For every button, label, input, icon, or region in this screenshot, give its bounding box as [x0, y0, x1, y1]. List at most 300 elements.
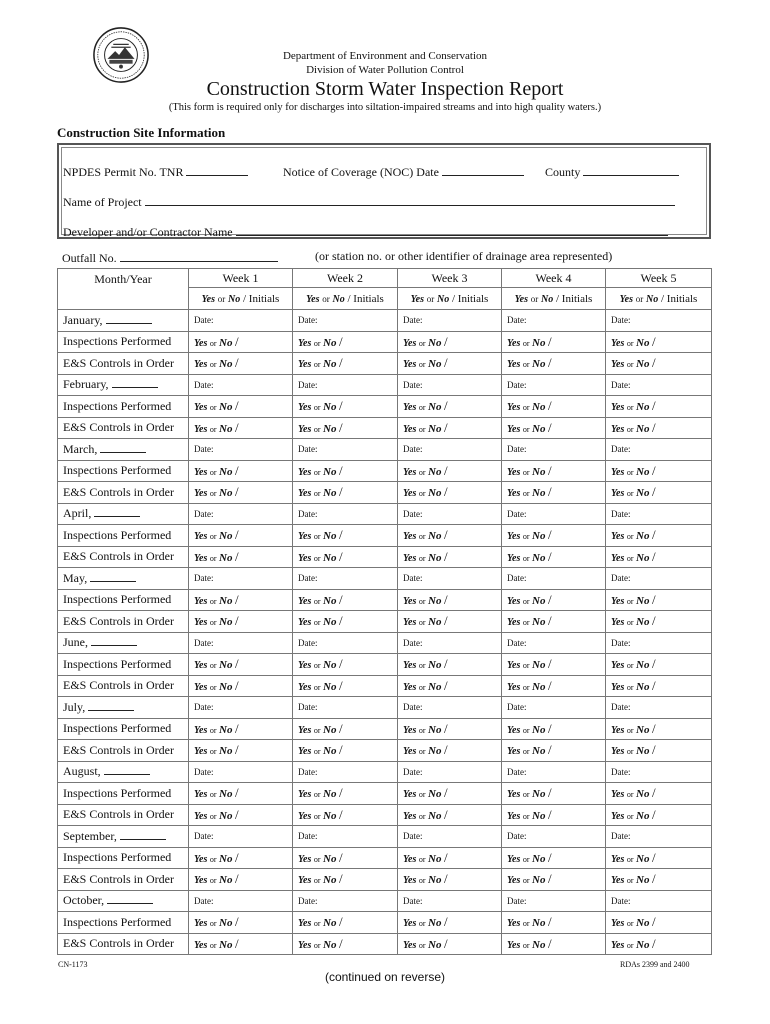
yes-no-cell[interactable] [502, 546, 606, 568]
no-option[interactable]: No [428, 680, 442, 693]
yes-no-cell[interactable] [189, 675, 293, 697]
no-option[interactable]: No [219, 401, 233, 414]
yes-option[interactable]: Yes [507, 681, 521, 693]
yes-option[interactable]: Yes [403, 789, 417, 801]
no-option[interactable]: No [636, 358, 650, 371]
yes-no-cell[interactable] [502, 589, 606, 611]
date-cell[interactable] [189, 503, 293, 525]
no-option[interactable]: No [428, 723, 442, 736]
yes-option[interactable]: Yes [611, 660, 625, 672]
yes-option[interactable]: Yes [403, 660, 417, 672]
yes-option[interactable]: Yes [507, 423, 521, 435]
yes-option[interactable]: Yes [194, 466, 208, 478]
yes-no-cell[interactable] [293, 933, 398, 955]
yes-option[interactable]: Yes [194, 488, 208, 500]
yes-option[interactable]: Yes [611, 337, 625, 349]
date-cell[interactable] [606, 890, 712, 912]
no-option[interactable]: No [323, 938, 337, 951]
yes-option[interactable]: Yes [194, 660, 208, 672]
date-cell[interactable] [502, 632, 606, 654]
yes-no-cell[interactable] [189, 396, 293, 418]
yes-no-cell[interactable] [606, 396, 712, 418]
date-cell[interactable] [189, 697, 293, 719]
date-cell[interactable] [502, 310, 606, 332]
no-option[interactable]: No [636, 551, 650, 564]
no-option[interactable]: No [532, 874, 546, 887]
no-option[interactable]: No [428, 422, 442, 435]
no-option[interactable]: No [323, 723, 337, 736]
yes-no-cell[interactable] [502, 353, 606, 375]
month-cell[interactable] [58, 632, 189, 654]
yes-option[interactable]: Yes [611, 488, 625, 500]
no-option[interactable]: No [532, 594, 546, 607]
yes-no-cell[interactable] [398, 331, 502, 353]
no-option[interactable]: No [219, 745, 233, 758]
no-option[interactable]: No [219, 723, 233, 736]
yes-option[interactable]: Yes [611, 595, 625, 607]
yes-option[interactable]: Yes [507, 853, 521, 865]
no-option[interactable]: No [532, 551, 546, 564]
yes-no-cell[interactable] [398, 847, 502, 869]
yes-no-cell[interactable] [293, 331, 398, 353]
no-option[interactable]: No [428, 874, 442, 887]
yes-option[interactable]: Yes [194, 853, 208, 865]
date-cell[interactable] [189, 439, 293, 461]
yes-no-cell[interactable] [189, 654, 293, 676]
yes-option[interactable]: Yes [194, 531, 208, 543]
date-cell[interactable] [398, 374, 502, 396]
yes-no-cell[interactable] [606, 783, 712, 805]
no-option[interactable]: No [428, 809, 442, 822]
date-cell[interactable] [502, 697, 606, 719]
yes-option[interactable]: Yes [298, 595, 312, 607]
yes-no-cell[interactable] [189, 482, 293, 504]
date-cell[interactable] [293, 632, 398, 654]
yes-option[interactable]: Yes [194, 359, 208, 371]
yes-option[interactable]: Yes [403, 402, 417, 414]
no-option[interactable]: No [636, 874, 650, 887]
yes-option[interactable]: Yes [298, 681, 312, 693]
yes-no-cell[interactable] [606, 912, 712, 934]
date-cell[interactable] [293, 374, 398, 396]
no-option[interactable]: No [636, 680, 650, 693]
yes-option[interactable]: Yes [611, 810, 625, 822]
yes-option[interactable]: Yes [403, 681, 417, 693]
no-option[interactable]: No [219, 358, 233, 371]
yes-option[interactable]: Yes [611, 423, 625, 435]
outfall-field[interactable] [62, 249, 278, 266]
yes-no-cell[interactable] [606, 482, 712, 504]
developer-field[interactable] [63, 223, 668, 240]
yes-option[interactable]: Yes [194, 681, 208, 693]
no-option[interactable]: No [428, 616, 442, 629]
yes-option[interactable]: Yes [403, 466, 417, 478]
yes-option[interactable]: Yes [298, 466, 312, 478]
yes-no-cell[interactable] [189, 417, 293, 439]
no-option[interactable]: No [323, 788, 337, 801]
yes-option[interactable]: Yes [403, 810, 417, 822]
yes-no-cell[interactable] [189, 525, 293, 547]
yes-option[interactable]: Yes [194, 939, 208, 951]
yes-option[interactable]: Yes [298, 939, 312, 951]
yes-no-cell[interactable] [398, 933, 502, 955]
no-option[interactable]: No [428, 745, 442, 758]
yes-no-cell[interactable] [398, 482, 502, 504]
yes-no-cell[interactable] [606, 546, 712, 568]
yes-no-cell[interactable] [293, 417, 398, 439]
yes-option[interactable]: Yes [507, 337, 521, 349]
yes-no-cell[interactable] [293, 675, 398, 697]
yes-no-cell[interactable] [606, 869, 712, 891]
no-option[interactable]: No [428, 401, 442, 414]
yes-option[interactable]: Yes [298, 531, 312, 543]
date-cell[interactable] [398, 890, 502, 912]
no-option[interactable]: No [323, 745, 337, 758]
no-option[interactable]: No [532, 723, 546, 736]
yes-no-cell[interactable] [502, 611, 606, 633]
no-option[interactable]: No [428, 487, 442, 500]
date-cell[interactable] [606, 568, 712, 590]
no-option[interactable]: No [219, 852, 233, 865]
date-cell[interactable] [189, 310, 293, 332]
yes-no-cell[interactable] [606, 589, 712, 611]
date-cell[interactable] [293, 310, 398, 332]
yes-no-cell[interactable] [606, 460, 712, 482]
year-blank[interactable] [90, 571, 136, 582]
yes-option[interactable]: Yes [298, 359, 312, 371]
yes-no-cell[interactable] [189, 718, 293, 740]
yes-option[interactable]: Yes [298, 789, 312, 801]
yes-option[interactable]: Yes [611, 466, 625, 478]
yes-option[interactable]: Yes [298, 337, 312, 349]
no-option[interactable]: No [323, 917, 337, 930]
date-cell[interactable] [502, 568, 606, 590]
no-option[interactable]: No [636, 938, 650, 951]
yes-no-cell[interactable] [293, 611, 398, 633]
yes-no-cell[interactable] [606, 525, 712, 547]
no-option[interactable]: No [532, 917, 546, 930]
yes-no-cell[interactable] [189, 460, 293, 482]
yes-option[interactable]: Yes [611, 402, 625, 414]
yes-no-cell[interactable] [293, 396, 398, 418]
yes-no-cell[interactable] [293, 718, 398, 740]
yes-option[interactable]: Yes [611, 875, 625, 887]
month-cell[interactable] [58, 826, 189, 848]
yes-no-cell[interactable] [189, 933, 293, 955]
no-option[interactable]: No [428, 336, 442, 349]
month-cell[interactable] [58, 697, 189, 719]
date-cell[interactable] [189, 890, 293, 912]
yes-option[interactable]: Yes [611, 939, 625, 951]
yes-option[interactable]: Yes [194, 337, 208, 349]
yes-option[interactable]: Yes [403, 617, 417, 629]
yes-option[interactable]: Yes [194, 789, 208, 801]
yes-option[interactable]: Yes [507, 617, 521, 629]
yes-no-cell[interactable] [398, 460, 502, 482]
yes-no-cell[interactable] [502, 804, 606, 826]
no-option[interactable]: No [323, 616, 337, 629]
yes-no-cell[interactable] [502, 460, 606, 482]
no-option[interactable]: No [323, 680, 337, 693]
yes-option[interactable]: Yes [611, 359, 625, 371]
yes-no-cell[interactable] [502, 675, 606, 697]
no-option[interactable]: No [219, 616, 233, 629]
yes-no-cell[interactable] [502, 525, 606, 547]
yes-no-cell[interactable] [502, 482, 606, 504]
yes-option[interactable]: Yes [298, 660, 312, 672]
yes-no-cell[interactable] [502, 783, 606, 805]
yes-option[interactable]: Yes [194, 552, 208, 564]
no-option[interactable]: No [532, 852, 546, 865]
date-cell[interactable] [606, 632, 712, 654]
no-option[interactable]: No [219, 530, 233, 543]
yes-option[interactable]: Yes [194, 875, 208, 887]
yes-no-cell[interactable] [398, 611, 502, 633]
month-cell[interactable] [58, 374, 189, 396]
no-option[interactable]: No [219, 551, 233, 564]
date-cell[interactable] [398, 310, 502, 332]
no-option[interactable]: No [636, 659, 650, 672]
yes-option[interactable]: Yes [507, 531, 521, 543]
yes-no-cell[interactable] [293, 482, 398, 504]
yes-option[interactable]: Yes [403, 724, 417, 736]
yes-option[interactable]: Yes [611, 724, 625, 736]
yes-no-cell[interactable] [502, 912, 606, 934]
yes-no-cell[interactable] [189, 589, 293, 611]
date-cell[interactable] [502, 503, 606, 525]
yes-no-cell[interactable] [398, 869, 502, 891]
yes-option[interactable]: Yes [507, 939, 521, 951]
no-option[interactable]: No [219, 659, 233, 672]
yes-no-cell[interactable] [502, 740, 606, 762]
yes-no-cell[interactable] [398, 804, 502, 826]
yes-option[interactable]: Yes [298, 853, 312, 865]
yes-option[interactable]: Yes [611, 918, 625, 930]
yes-option[interactable]: Yes [403, 423, 417, 435]
yes-option[interactable]: Yes [507, 359, 521, 371]
yes-option[interactable]: Yes [298, 552, 312, 564]
date-cell[interactable] [293, 697, 398, 719]
date-cell[interactable] [293, 439, 398, 461]
no-option[interactable]: No [532, 745, 546, 758]
yes-no-cell[interactable] [189, 611, 293, 633]
no-option[interactable]: No [219, 917, 233, 930]
yes-option[interactable]: Yes [403, 918, 417, 930]
yes-option[interactable]: Yes [611, 552, 625, 564]
date-cell[interactable] [606, 761, 712, 783]
yes-option[interactable]: Yes [298, 617, 312, 629]
date-cell[interactable] [606, 826, 712, 848]
date-cell[interactable] [502, 890, 606, 912]
no-option[interactable]: No [323, 874, 337, 887]
yes-no-cell[interactable] [606, 331, 712, 353]
no-option[interactable]: No [636, 336, 650, 349]
yes-option[interactable]: Yes [507, 402, 521, 414]
yes-no-cell[interactable] [398, 675, 502, 697]
month-cell[interactable] [58, 503, 189, 525]
date-cell[interactable] [293, 568, 398, 590]
yes-no-cell[interactable] [606, 740, 712, 762]
no-option[interactable]: No [636, 788, 650, 801]
yes-option[interactable]: Yes [194, 423, 208, 435]
yes-no-cell[interactable] [398, 783, 502, 805]
yes-option[interactable]: Yes [194, 402, 208, 414]
yes-no-cell[interactable] [502, 331, 606, 353]
month-cell[interactable] [58, 890, 189, 912]
no-option[interactable]: No [219, 938, 233, 951]
yes-option[interactable]: Yes [507, 595, 521, 607]
no-option[interactable]: No [532, 422, 546, 435]
date-cell[interactable] [502, 439, 606, 461]
year-blank[interactable] [91, 635, 137, 646]
yes-no-cell[interactable] [606, 847, 712, 869]
project-name-field[interactable] [63, 193, 675, 210]
yes-no-cell[interactable] [189, 353, 293, 375]
no-option[interactable]: No [636, 809, 650, 822]
yes-option[interactable]: Yes [507, 488, 521, 500]
no-option[interactable]: No [532, 659, 546, 672]
no-option[interactable]: No [532, 336, 546, 349]
yes-no-cell[interactable] [398, 525, 502, 547]
no-option[interactable]: No [636, 852, 650, 865]
yes-no-cell[interactable] [502, 933, 606, 955]
year-blank[interactable] [94, 506, 140, 517]
yes-no-cell[interactable] [189, 331, 293, 353]
yes-no-cell[interactable] [502, 654, 606, 676]
date-cell[interactable] [502, 826, 606, 848]
yes-no-cell[interactable] [293, 525, 398, 547]
yes-option[interactable]: Yes [507, 466, 521, 478]
no-option[interactable]: No [532, 530, 546, 543]
date-cell[interactable] [293, 890, 398, 912]
yes-no-cell[interactable] [398, 740, 502, 762]
no-option[interactable]: No [323, 336, 337, 349]
yes-no-cell[interactable] [189, 847, 293, 869]
no-option[interactable]: No [428, 594, 442, 607]
no-option[interactable]: No [636, 917, 650, 930]
yes-option[interactable]: Yes [298, 875, 312, 887]
yes-option[interactable]: Yes [507, 789, 521, 801]
yes-no-cell[interactable] [293, 740, 398, 762]
yes-option[interactable]: Yes [298, 488, 312, 500]
date-cell[interactable] [398, 439, 502, 461]
yes-option[interactable]: Yes [403, 746, 417, 758]
yes-option[interactable]: Yes [194, 617, 208, 629]
yes-no-cell[interactable] [606, 611, 712, 633]
yes-no-cell[interactable] [189, 912, 293, 934]
yes-option[interactable]: Yes [507, 746, 521, 758]
month-cell[interactable] [58, 761, 189, 783]
year-blank[interactable] [112, 377, 158, 388]
month-cell[interactable] [58, 568, 189, 590]
no-option[interactable]: No [219, 874, 233, 887]
yes-no-cell[interactable] [189, 740, 293, 762]
no-option[interactable]: No [428, 788, 442, 801]
yes-no-cell[interactable] [398, 718, 502, 740]
yes-no-cell[interactable] [606, 353, 712, 375]
date-cell[interactable] [606, 310, 712, 332]
yes-option[interactable]: Yes [403, 595, 417, 607]
date-cell[interactable] [398, 503, 502, 525]
no-option[interactable]: No [219, 465, 233, 478]
yes-no-cell[interactable] [502, 396, 606, 418]
county-field[interactable] [545, 163, 679, 180]
yes-no-cell[interactable] [293, 869, 398, 891]
yes-option[interactable]: Yes [611, 746, 625, 758]
no-option[interactable]: No [532, 401, 546, 414]
yes-option[interactable]: Yes [507, 724, 521, 736]
yes-option[interactable]: Yes [194, 810, 208, 822]
yes-option[interactable]: Yes [403, 552, 417, 564]
no-option[interactable]: No [219, 422, 233, 435]
yes-no-cell[interactable] [293, 460, 398, 482]
date-cell[interactable] [606, 374, 712, 396]
no-option[interactable]: No [323, 358, 337, 371]
date-cell[interactable] [189, 826, 293, 848]
date-cell[interactable] [189, 632, 293, 654]
no-option[interactable]: No [532, 358, 546, 371]
month-cell[interactable] [58, 439, 189, 461]
no-option[interactable]: No [323, 401, 337, 414]
yes-option[interactable]: Yes [403, 488, 417, 500]
yes-option[interactable]: Yes [194, 918, 208, 930]
yes-option[interactable]: Yes [298, 918, 312, 930]
yes-option[interactable]: Yes [403, 359, 417, 371]
yes-no-cell[interactable] [398, 912, 502, 934]
no-option[interactable]: No [636, 530, 650, 543]
no-option[interactable]: No [636, 745, 650, 758]
yes-option[interactable]: Yes [611, 617, 625, 629]
no-option[interactable]: No [323, 530, 337, 543]
yes-no-cell[interactable] [398, 417, 502, 439]
no-option[interactable]: No [323, 465, 337, 478]
yes-no-cell[interactable] [293, 804, 398, 826]
no-option[interactable]: No [532, 616, 546, 629]
no-option[interactable]: No [219, 594, 233, 607]
yes-option[interactable]: Yes [298, 746, 312, 758]
yes-no-cell[interactable] [189, 546, 293, 568]
yes-no-cell[interactable] [189, 783, 293, 805]
no-option[interactable]: No [219, 336, 233, 349]
date-cell[interactable] [606, 697, 712, 719]
yes-option[interactable]: Yes [611, 681, 625, 693]
no-option[interactable]: No [428, 659, 442, 672]
yes-no-cell[interactable] [293, 589, 398, 611]
no-option[interactable]: No [323, 551, 337, 564]
yes-no-cell[interactable] [606, 718, 712, 740]
no-option[interactable]: No [323, 852, 337, 865]
date-cell[interactable] [189, 761, 293, 783]
yes-no-cell[interactable] [606, 804, 712, 826]
date-cell[interactable] [398, 826, 502, 848]
yes-option[interactable]: Yes [403, 337, 417, 349]
yes-no-cell[interactable] [293, 783, 398, 805]
yes-no-cell[interactable] [293, 654, 398, 676]
no-option[interactable]: No [428, 938, 442, 951]
yes-no-cell[interactable] [293, 912, 398, 934]
no-option[interactable]: No [636, 723, 650, 736]
no-option[interactable]: No [323, 487, 337, 500]
yes-option[interactable]: Yes [507, 660, 521, 672]
noc-date-field[interactable] [283, 163, 524, 180]
date-cell[interactable] [398, 568, 502, 590]
yes-option[interactable]: Yes [507, 552, 521, 564]
date-cell[interactable] [293, 826, 398, 848]
yes-option[interactable]: Yes [507, 875, 521, 887]
yes-option[interactable]: Yes [298, 810, 312, 822]
no-option[interactable]: No [636, 616, 650, 629]
year-blank[interactable] [120, 829, 166, 840]
